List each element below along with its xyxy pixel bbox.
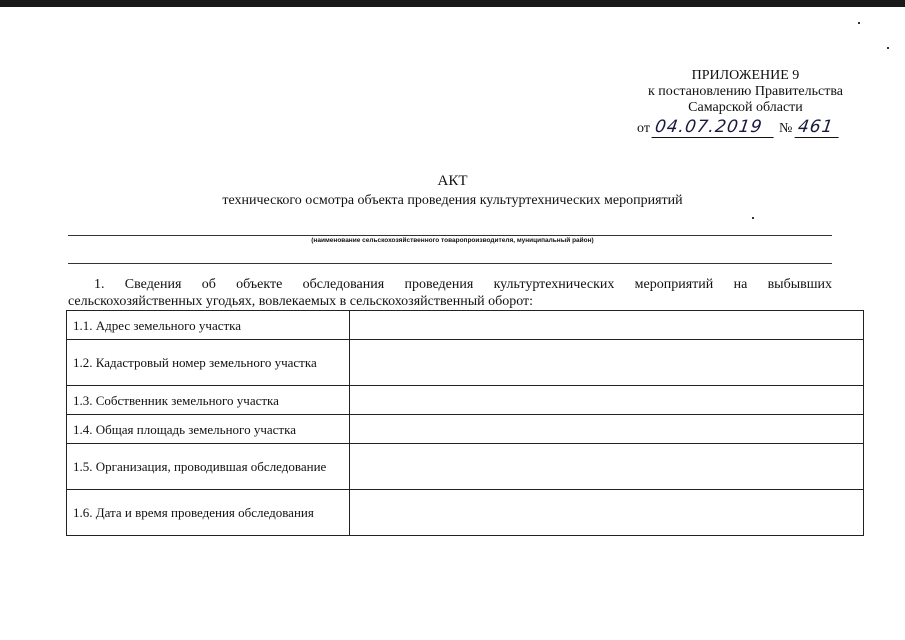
table-row [67, 415, 864, 444]
table-row [67, 386, 864, 415]
appendix-title: ПРИЛОЖЕНИЕ 9 [691, 68, 800, 83]
act-title: АКТ [437, 173, 468, 189]
appendix-block [648, 68, 843, 116]
row-value [350, 386, 864, 415]
table-row [67, 311, 864, 340]
second-fill-line [68, 263, 832, 264]
row-value [350, 311, 864, 340]
section-1-line-1: 1. Сведения об объекте обследования проведения культуртехнических мероприятий на выбывших [94, 277, 832, 292]
handwritten-date: 04.07.2019 [652, 117, 777, 138]
row-value [350, 340, 864, 386]
appendix-region-line: Самарской области [688, 100, 803, 115]
row-label: 1.3. Собственник земельного участка [67, 386, 350, 415]
table-row [67, 490, 864, 536]
row-label: 1.1. Адрес земельного участка [67, 311, 350, 340]
act-subtitle: технического осмотра объекта проведения культуртехнических мероприятий [222, 193, 683, 208]
date-prefix: от [637, 121, 650, 136]
table-row [67, 444, 864, 490]
name-fill-line [68, 235, 832, 236]
section-1-line-2: сельскохозяйственных угодьях, вовлекаемых в сельскохозяйственный оборот: [68, 294, 534, 309]
section-1-heading [68, 276, 832, 310]
object-info-table [66, 310, 864, 536]
row-label: 1.6. Дата и время проведения обследования [67, 490, 350, 536]
scan-top-border [0, 0, 905, 7]
handwritten-number: 461 [794, 117, 841, 138]
scan-speck [887, 47, 889, 49]
name-caption: (наименование сельскохозяйственного товаропроизводителя, муниципальный район) [311, 237, 594, 244]
row-label: 1.4. Общая площадь земельного участка [67, 415, 350, 444]
number-prefix: № [778, 121, 793, 136]
appendix-decree-line: к постановлению Правительства [647, 84, 843, 99]
row-value [350, 444, 864, 490]
row-label: 1.2. Кадастровый номер земельного участка [67, 340, 350, 386]
row-label: 1.5. Организация, проводившая обследование [67, 444, 350, 490]
table-row [67, 340, 864, 386]
scan-speck [858, 22, 860, 24]
row-value [350, 415, 864, 444]
decree-date-line [637, 117, 840, 138]
scan-speck [752, 217, 754, 219]
row-value [350, 490, 864, 536]
